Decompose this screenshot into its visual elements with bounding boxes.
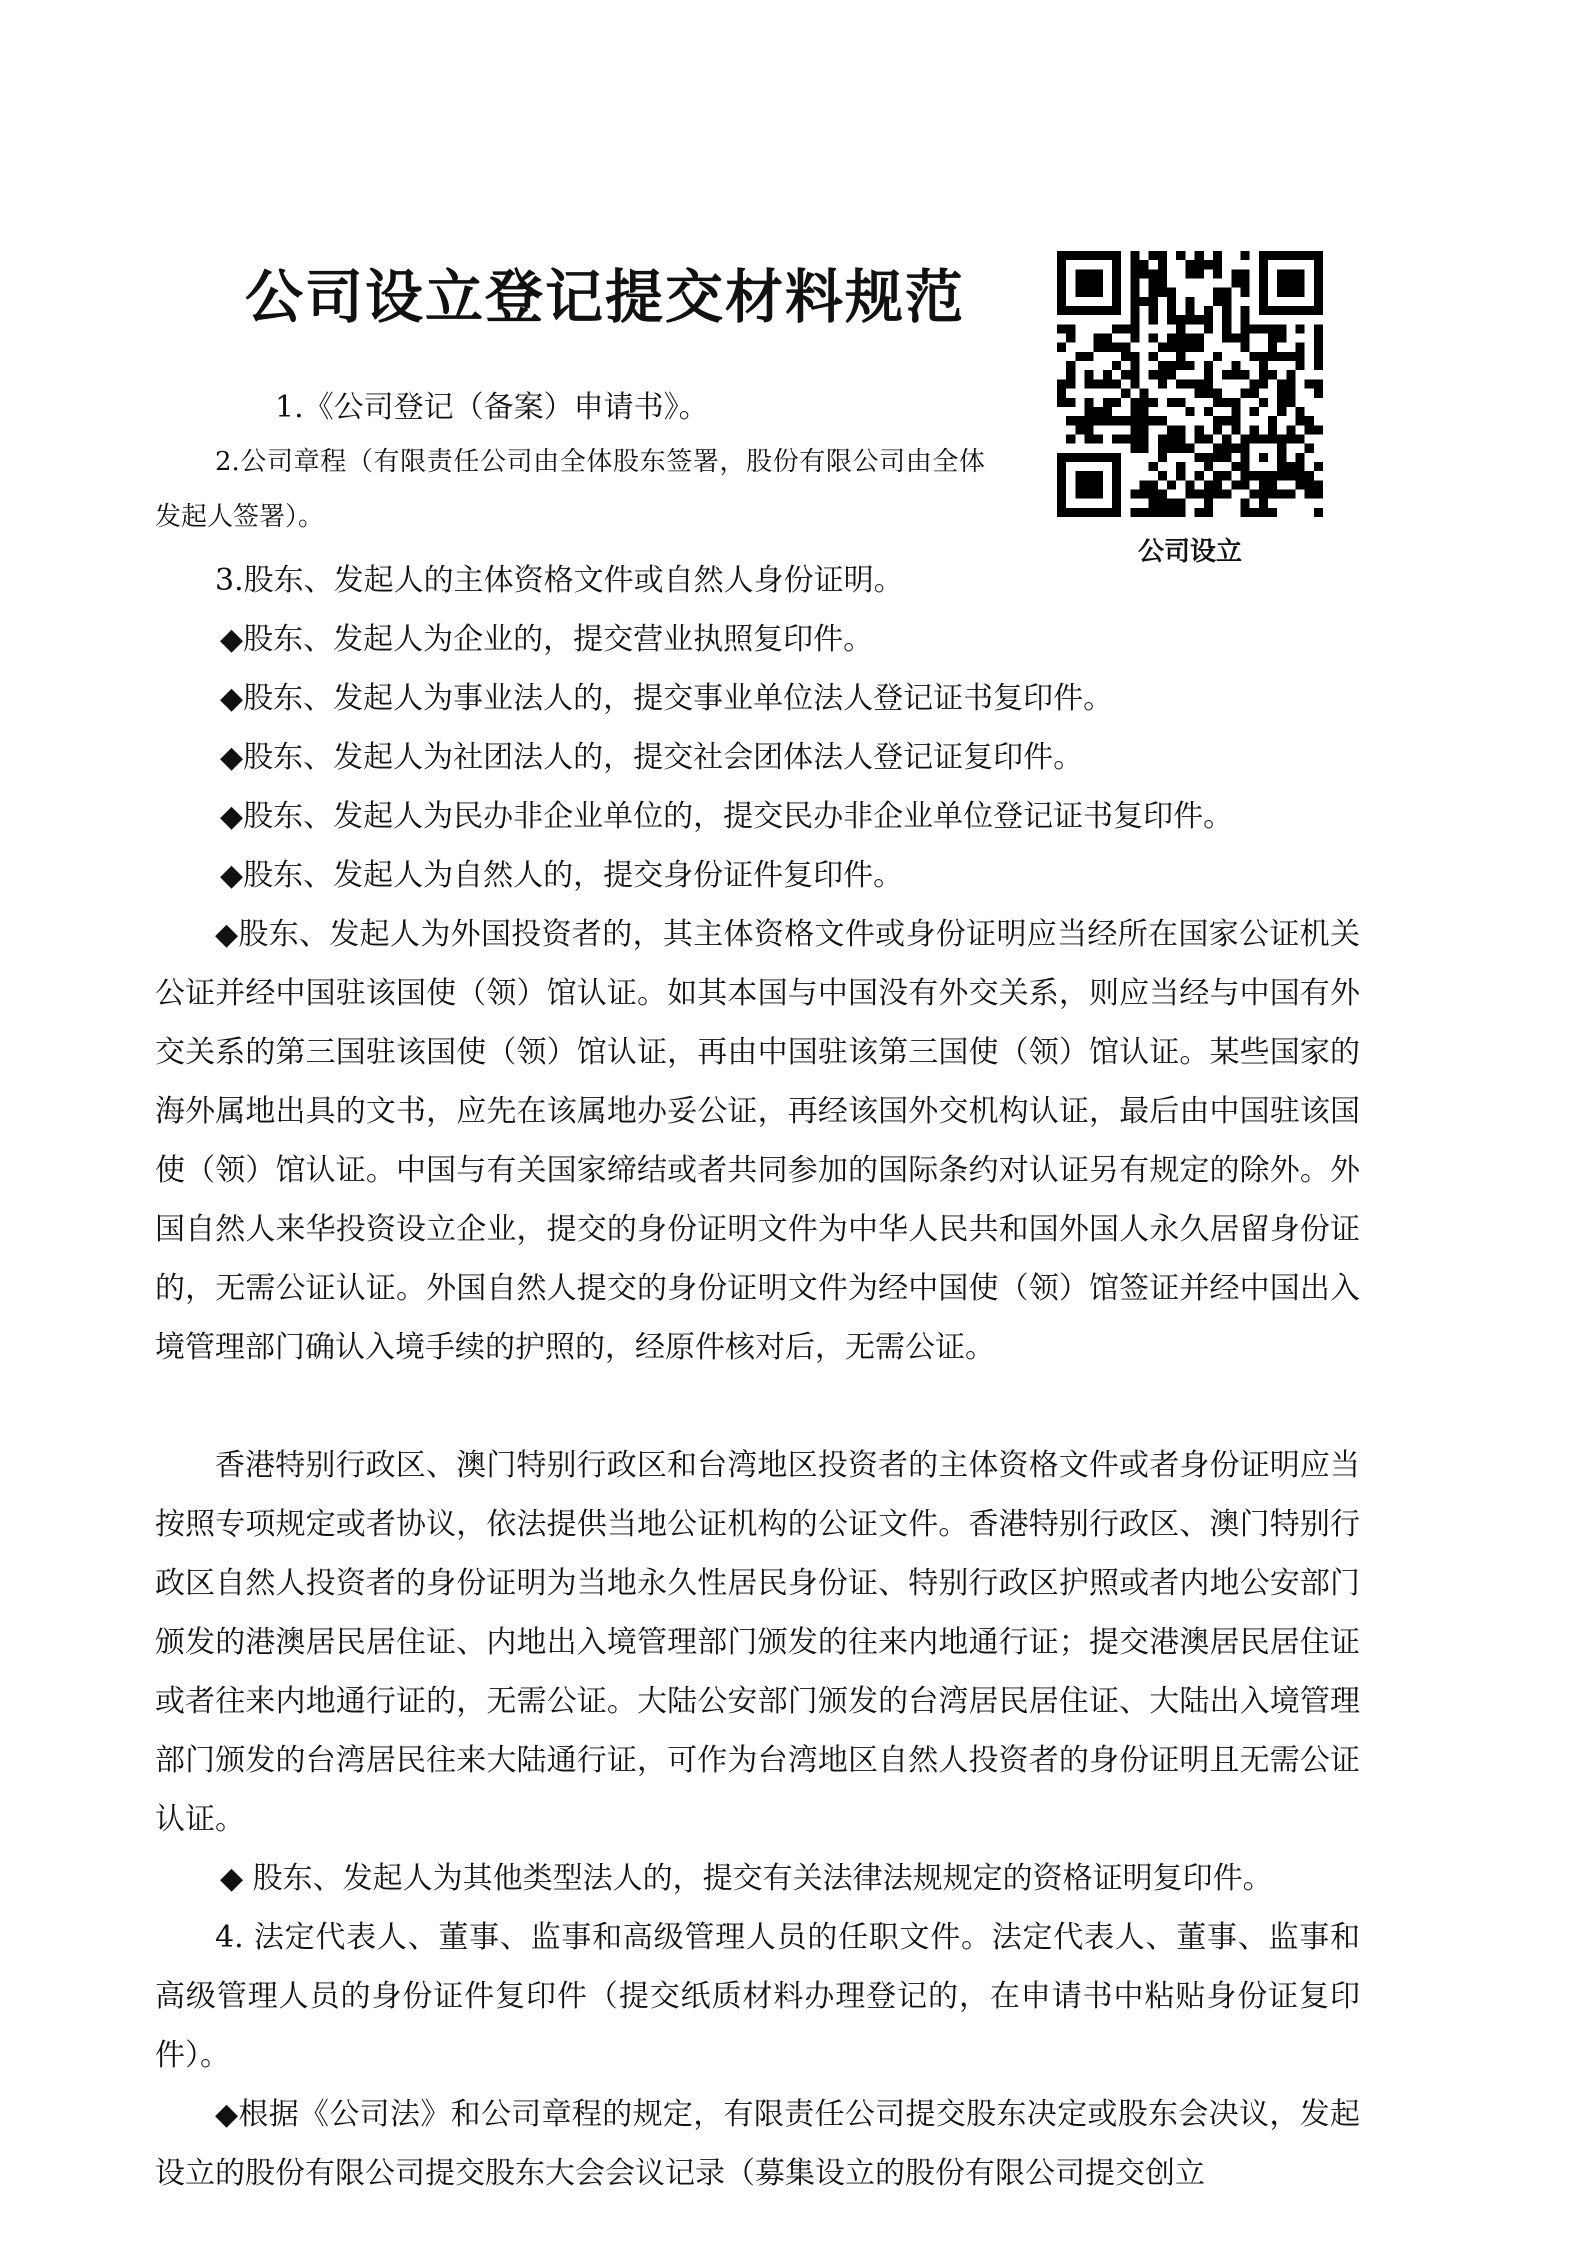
paragraph-hk-macao-taiwan: 香港特别行政区、澳门特别行政区和台湾地区投资者的主体资格文件或者身份证明应当按照专项规定或者协议，依法提供当地公证机构的公证文件。香港特别行政区、澳门特别行政区自然人投资者的身份证明为当地永久性居民身份证、特别行政区护照或者内地公安部门颁发的港澳居民居住证、内地出入境管理部门颁发的往来内地通行证；提交港澳居民居住证或者往来内地通行证的，无需公证。大陆公安部门颁发的台湾居民居住证、大陆出入境管理部门颁发的台湾居民往来大陆通行证，可作为台湾地区自然人投资者的身份证明且无需公证认证。 bbox=[155, 1448, 1360, 1837]
item-4: 4. 法定代表人、董事、监事和高级管理人员的任职文件。法定代表人、董事、监事和高级管理人员的身份证件复印件（提交纸质材料办理登记的，在申请书中粘贴身份证复印件）。 bbox=[155, 1920, 1360, 2073]
bullet-other-legal-persons: ◆ 股东、发起人为其他类型法人的，提交有关法律法规规定的资格证明复印件。 bbox=[220, 1861, 1273, 1896]
item-3: 3.股东、发起人的主体资格文件或自然人身份证明。 bbox=[215, 563, 904, 598]
bullet-enterprise: ◆股东、发起人为企业的，提交营业执照复印件。 bbox=[220, 622, 874, 657]
bullet-shareholder-resolution: ◆根据《公司法》和公司章程的规定，有限责任公司提交股东决定或股东会决议，发起设立的股份有限公司提交股东大会会议记录（募集设立的股份有限公司提交创立 bbox=[155, 2097, 1360, 2191]
item-1: 1.《公司登记（备案）申请书》。 bbox=[275, 390, 709, 425]
bullet-public-institution: ◆股东、发起人为事业法人的，提交事业单位法人登记证书复印件。 bbox=[220, 681, 1114, 716]
bullet-private-non-enterprise: ◆股东、发起人为民办非企业单位的，提交民办非企业单位登记证书复印件。 bbox=[220, 799, 1234, 834]
page-title: 公司设立登记提交材料规范 bbox=[245, 263, 966, 331]
bullet-foreign-investor: ◆股东、发起人为外国投资者的，其主体资格文件或身份证明应当经所在国家公证机关公证并经中国驻该国使（领）馆认证。如其本国与中国没有外交关系，则应当经与中国有外交关系的第三国驻该国使（领）馆认证，再由中国驻该第三国使（领）馆认证。某些国家的海外属地出具的文书，应先在该属地办妥公证，再经该国外交机构认证，最后由中国驻该国使（领）馆认证。中国与有关国家缔结或者共同参加的国际条约对认证另有规定的除外。外国自然人来华投资设立企业，提交的身份证明文件为中华人民共和国外国人永久居留身份证的，无需公证认证。外国自然人提交的身份证明文件为经中国使（领）馆签证并经中国出入境管理部门确认入境手续的护照的，经原件核对后，无需公证。 bbox=[155, 917, 1360, 1365]
bullet-natural-person: ◆股东、发起人为自然人的，提交身份证件复印件。 bbox=[220, 858, 904, 893]
bullet-social-organization: ◆股东、发起人为社团法人的，提交社会团体法人登记证复印件。 bbox=[220, 740, 1084, 775]
item-2: 2.公司章程（有限责任公司由全体股东签署，股份有限公司由全体发起人签署）。 bbox=[155, 447, 985, 532]
qr-caption: 公司设立 bbox=[1137, 537, 1242, 567]
